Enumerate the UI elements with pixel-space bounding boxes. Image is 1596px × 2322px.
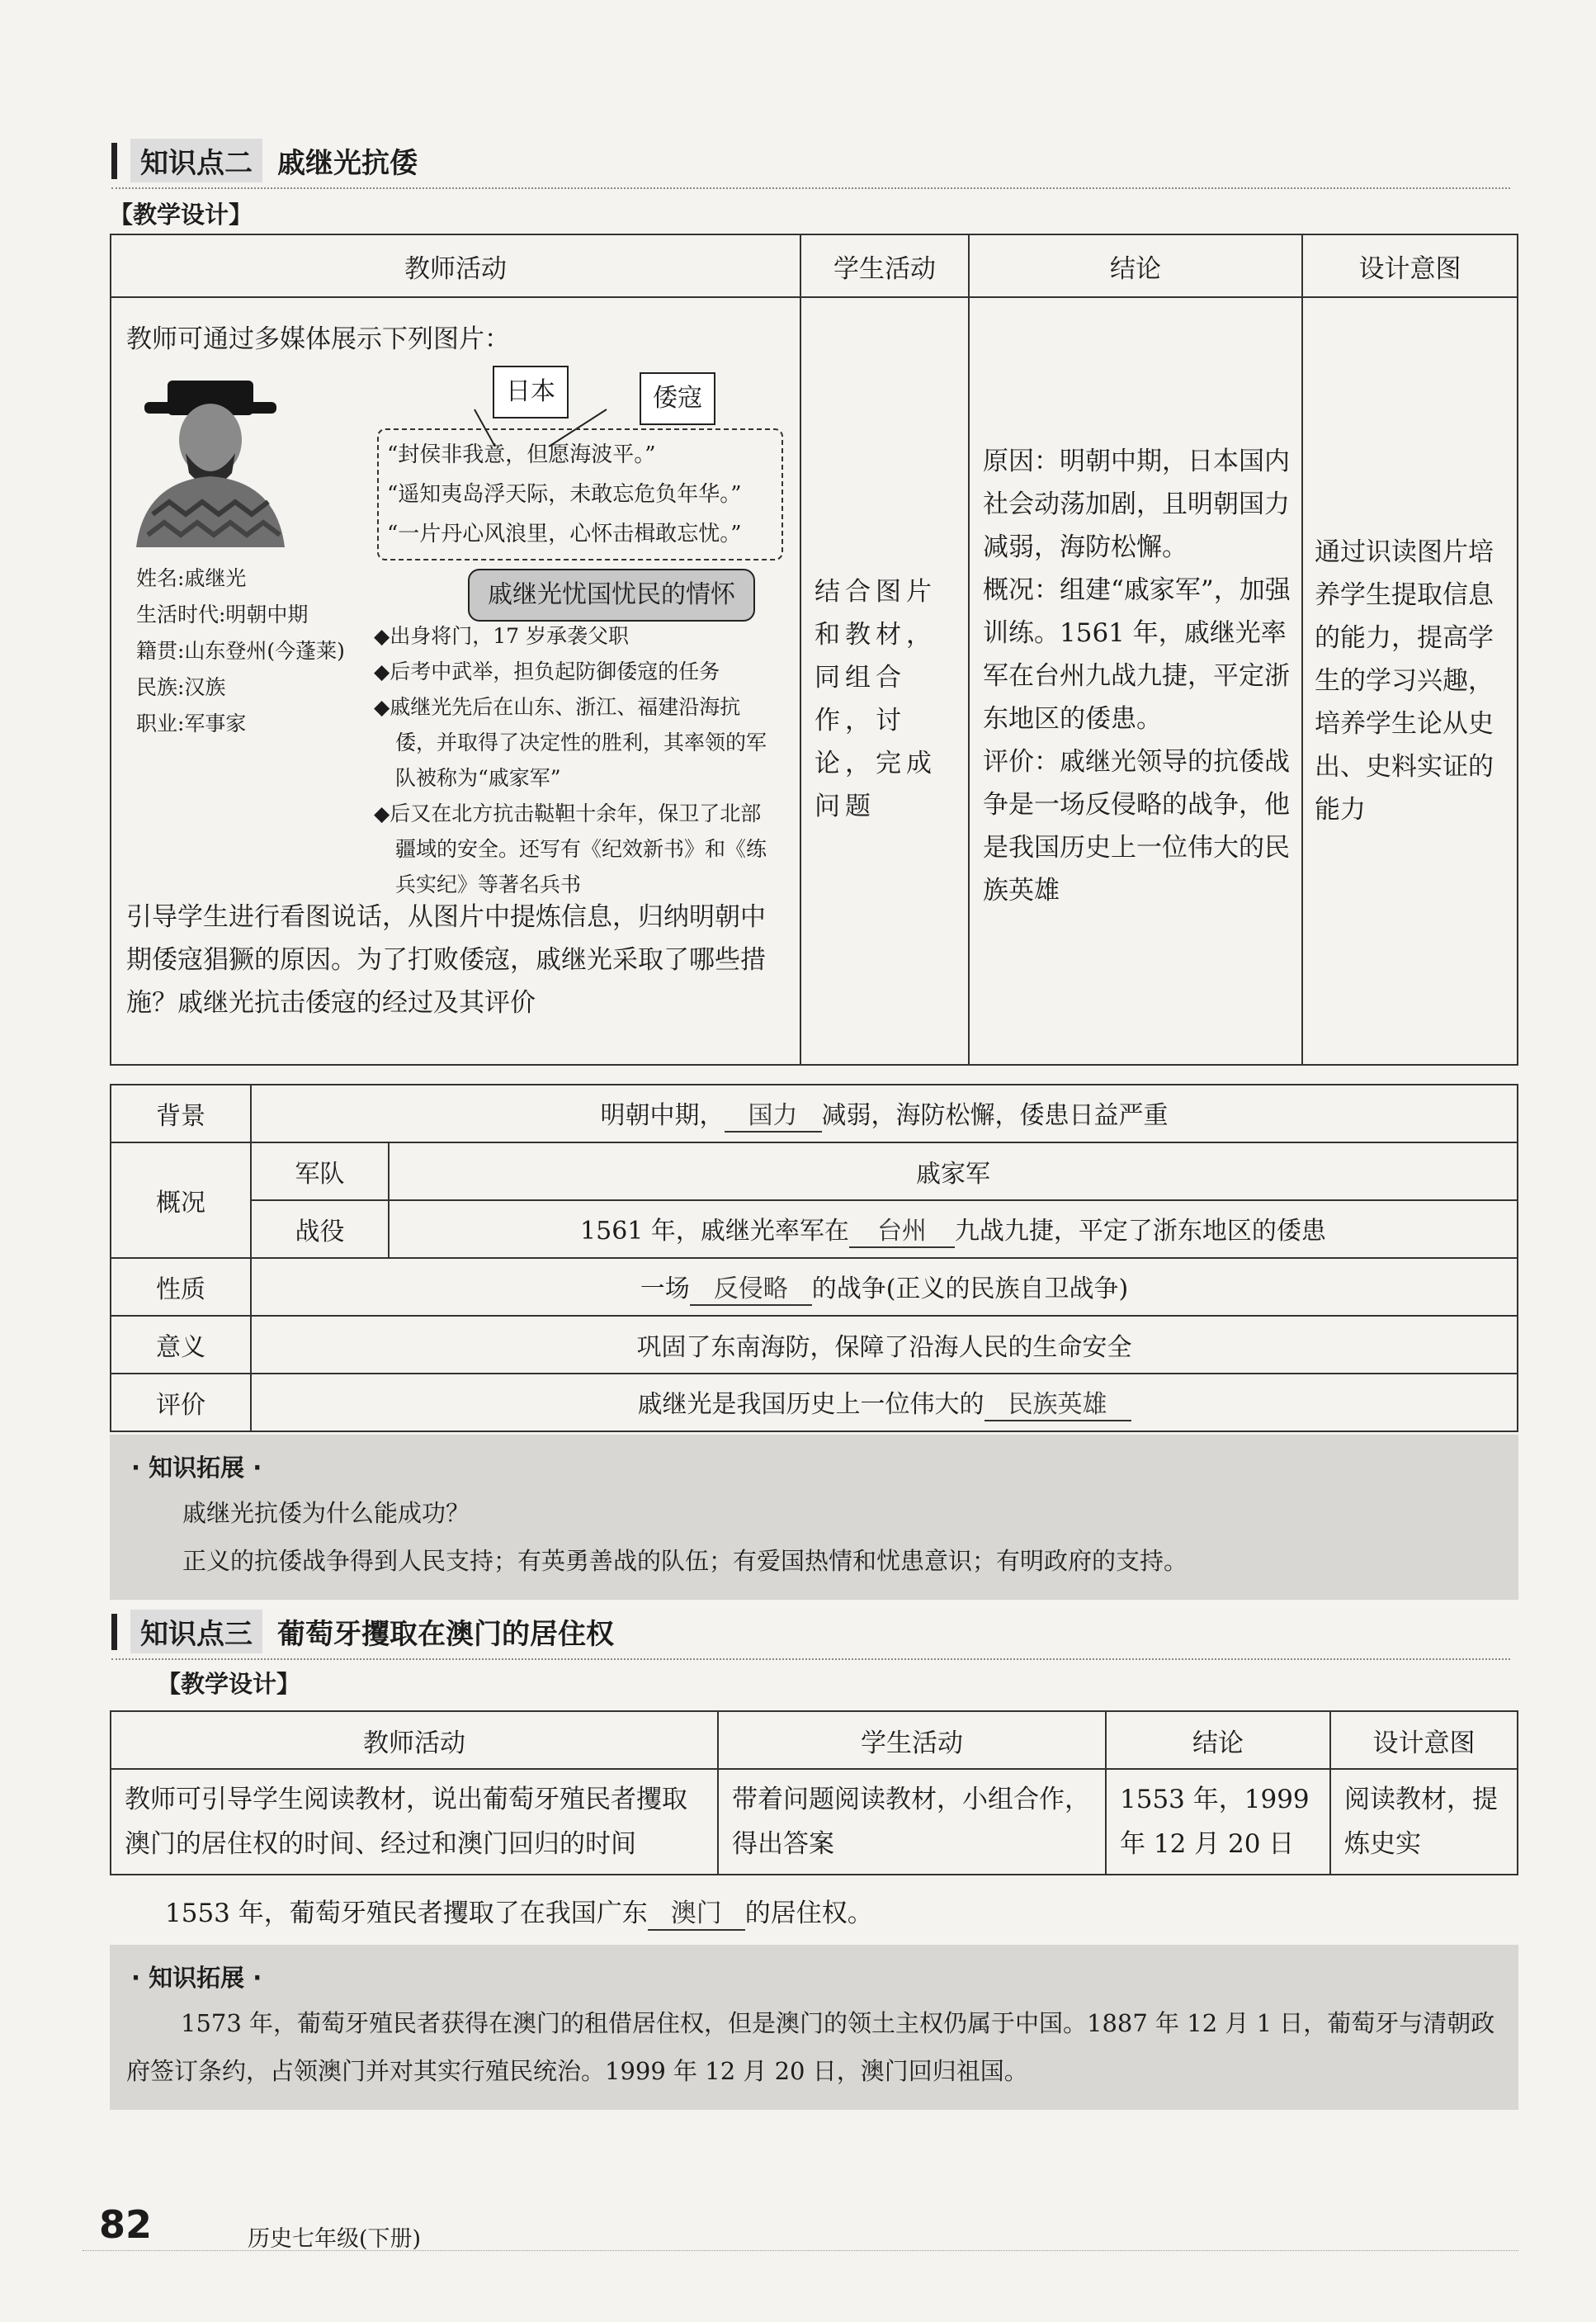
battle-pre: 1561 年，戚继光率军在 [580, 1217, 849, 1246]
extension-title: · 知识拓展 · [131, 1964, 262, 1992]
header-intent: 设计意图 [1330, 1711, 1518, 1769]
bg-label: 背景 [111, 1085, 251, 1142]
section2-extension [110, 1435, 1518, 1600]
quote-line: “封侯非我意，但愿海波平。” [387, 442, 656, 467]
header-conclusion: 结论 [969, 234, 1302, 297]
bio-name: 姓名:戚继光 [136, 566, 247, 590]
extension-title: · 知识拓展 · [131, 1454, 262, 1482]
nature-pre: 一场 [640, 1274, 690, 1303]
nature-blank: 反侵略 [690, 1268, 812, 1306]
header-teacher: 教师活动 [111, 234, 800, 297]
eval-value [251, 1374, 1518, 1431]
meaning-label: 意义 [111, 1316, 251, 1374]
intent-cell [1302, 297, 1518, 1065]
eval-label: 评价 [111, 1374, 251, 1431]
battle-post: 九战九捷，平定了浙东地区的倭患 [954, 1217, 1326, 1246]
header-intent: 设计意图 [1302, 234, 1518, 297]
guide-text: 引导学生进行看图说话，从图片中提炼信息，归纳明朝中期倭寇猖獗的原因。为了打败倭寇，戚继光采取了哪些措施？戚继光抗击倭寇的经过及其评价 [126, 902, 766, 1018]
section-bar [111, 143, 117, 179]
tag-japan: 日本 [493, 366, 569, 419]
motto-label: 戚继光忧国忧民的情怀 [468, 569, 755, 622]
intent-text: 通过识读图片培养学生提取信息的能力，提高学生的学习兴趣，培养学生论从史出、史料实证的能力 [1315, 537, 1494, 825]
table-row [111, 297, 1518, 1065]
table-row [111, 1258, 1518, 1316]
s3-teacher-cell: 教师可引导学生阅读教材，说出葡萄牙殖民者攫取澳门的居住权的时间、经过和澳门回归的时间 [111, 1769, 718, 1875]
quote-line: “一片丹心风浪里，心怀击楫敢忘忧。” [387, 522, 742, 546]
tag-wokou: 倭寇 [640, 372, 715, 425]
table-row [111, 1142, 1518, 1200]
fill-blank: 澳门 [648, 1892, 745, 1931]
fill-pre: 1553 年，葡萄牙殖民者攫取了在我国广东 [165, 1899, 648, 1928]
section2-title: 戚继光抗倭 [277, 147, 418, 180]
fill-post: 的居住权。 [744, 1899, 873, 1928]
table-row [111, 1085, 1518, 1142]
header-student: 学生活动 [800, 234, 969, 297]
section3-header [111, 1610, 1510, 1660]
bio-era: 生活时代:明朝中期 [136, 603, 309, 627]
bio-hometown: 籍贯:山东登州(今蓬莱) [136, 639, 345, 663]
conclusion-text: 原因：明朝中期，日本国内社会动荡加剧，且明朝国力减弱，海防松懈。 概况：组建“戚家军”，加强训练。1561 年，戚继光率军在台州九战九捷，平定浙东地区的倭患。 评价：戚继光领导的抗倭战争是一场反侵略的战争，他是我国历史上一位伟大的民族英雄 [983, 447, 1291, 906]
section3-tag: 知识点三 [130, 1610, 262, 1653]
facts-list [374, 618, 778, 902]
section3-design-label: 【教学设计】 [157, 1670, 301, 1698]
s3-conclusion-cell: 1553 年，1999 年 12 月 20 日 [1106, 1769, 1330, 1875]
page-number: 82 [99, 2202, 153, 2247]
eval-pre: 戚继光是我国历史上一位伟大的 [637, 1390, 985, 1419]
section2-design-table [110, 234, 1518, 1066]
bg-pre: 明朝中期， [600, 1101, 725, 1130]
overview-label: 概况 [111, 1142, 251, 1258]
section2-design-label: 【教学设计】 [109, 201, 253, 229]
extension-question: 戚继光抗倭为什么能成功？ [182, 1499, 470, 1527]
fact-item: ◆后考中武举，担负起防御倭寇的任务 [374, 660, 720, 683]
student-activity: 结合图片和教材，同组合作，讨论，完成问题 [815, 577, 937, 821]
section3-fill-sentence [165, 1892, 873, 1931]
fact-item: ◆戚继光先后在山东、浙江、福建沿海抗倭，并取得了决定性的胜利，其率领的军队被称为“戚家军” [374, 695, 767, 790]
student-activity-cell [800, 297, 969, 1065]
s3-intent-cell: 阅读教材，提炼史实 [1330, 1769, 1518, 1875]
book-title: 历史七年级(下册) [248, 2226, 422, 2252]
quote-line: “遥知夷岛浮天际，未敢忘危负年华。” [387, 482, 742, 507]
summary-table [110, 1084, 1518, 1432]
bg-value [251, 1085, 1518, 1142]
teacher-activity-cell [111, 297, 800, 1065]
army-value: 戚家军 [389, 1142, 1518, 1200]
fact-item: ◆后又在北方抗击鞑靼十余年，保卫了北部疆域的安全。还写有《纪效新书》和《练兵实纪》等著名兵书 [374, 802, 767, 896]
bg-blank: 国力 [725, 1095, 822, 1133]
bio-ethnicity: 民族:汉族 [136, 675, 226, 699]
extension-answer: 正义的抗倭战争得到人民支持；有英勇善战的队伍；有爱国热情和忧患意识；有明政府的支持。 [182, 1547, 1188, 1575]
bg-post: 减弱，海防松懈，倭患日益严重 [821, 1101, 1169, 1130]
battle-value [389, 1200, 1518, 1258]
table-header-row [111, 1711, 1518, 1769]
section2-header [111, 139, 1510, 189]
bio-occupation: 职业:军事家 [136, 712, 247, 735]
table-row [111, 1316, 1518, 1374]
section3-extension [110, 1945, 1518, 2110]
section2-tag: 知识点二 [130, 139, 262, 182]
nature-value [251, 1258, 1518, 1316]
nature-label: 性质 [111, 1258, 251, 1316]
fact-item: ◆出身将门，17 岁承袭父职 [374, 624, 629, 648]
table-row [111, 1374, 1518, 1431]
header-student: 学生活动 [718, 1711, 1106, 1769]
eval-blank: 民族英雄 [985, 1383, 1131, 1421]
teacher-intro: 教师可通过多媒体展示下列图片： [126, 324, 510, 354]
nature-post: 的战争(正义的民族自卫战争) [811, 1274, 1129, 1303]
bio-list [136, 560, 345, 742]
table-row [111, 1200, 1518, 1258]
header-teacher: 教师活动 [111, 1711, 718, 1769]
header-conclusion: 结论 [1106, 1711, 1330, 1769]
extension-body: 1573 年，葡萄牙殖民者获得在澳门的租借居住权，但是澳门的领土主权仍属于中国。1887 年 12 月 1 日，葡萄牙与清朝政府签订条约，占领澳门并对其实行殖民统治。1999 年 12 月 20 日，澳门回归祖国。 [126, 2009, 1495, 2085]
poem-quotes [377, 428, 783, 560]
table-row [111, 1769, 1518, 1875]
table-header-row [111, 234, 1518, 297]
meaning-value: 巩固了东南海防，保障了沿海人民的生命安全 [251, 1316, 1518, 1374]
section3-title: 葡萄牙攫取在澳门的居住权 [277, 1618, 614, 1651]
conclusion-cell [969, 297, 1302, 1065]
s3-student-cell: 带着问题阅读教材，小组合作，得出答案 [718, 1769, 1106, 1875]
battle-label: 战役 [251, 1200, 389, 1258]
army-label: 军队 [251, 1142, 389, 1200]
section3-design-table [110, 1710, 1518, 1875]
section-bar [111, 1614, 117, 1650]
battle-blank: 台州 [849, 1210, 955, 1248]
